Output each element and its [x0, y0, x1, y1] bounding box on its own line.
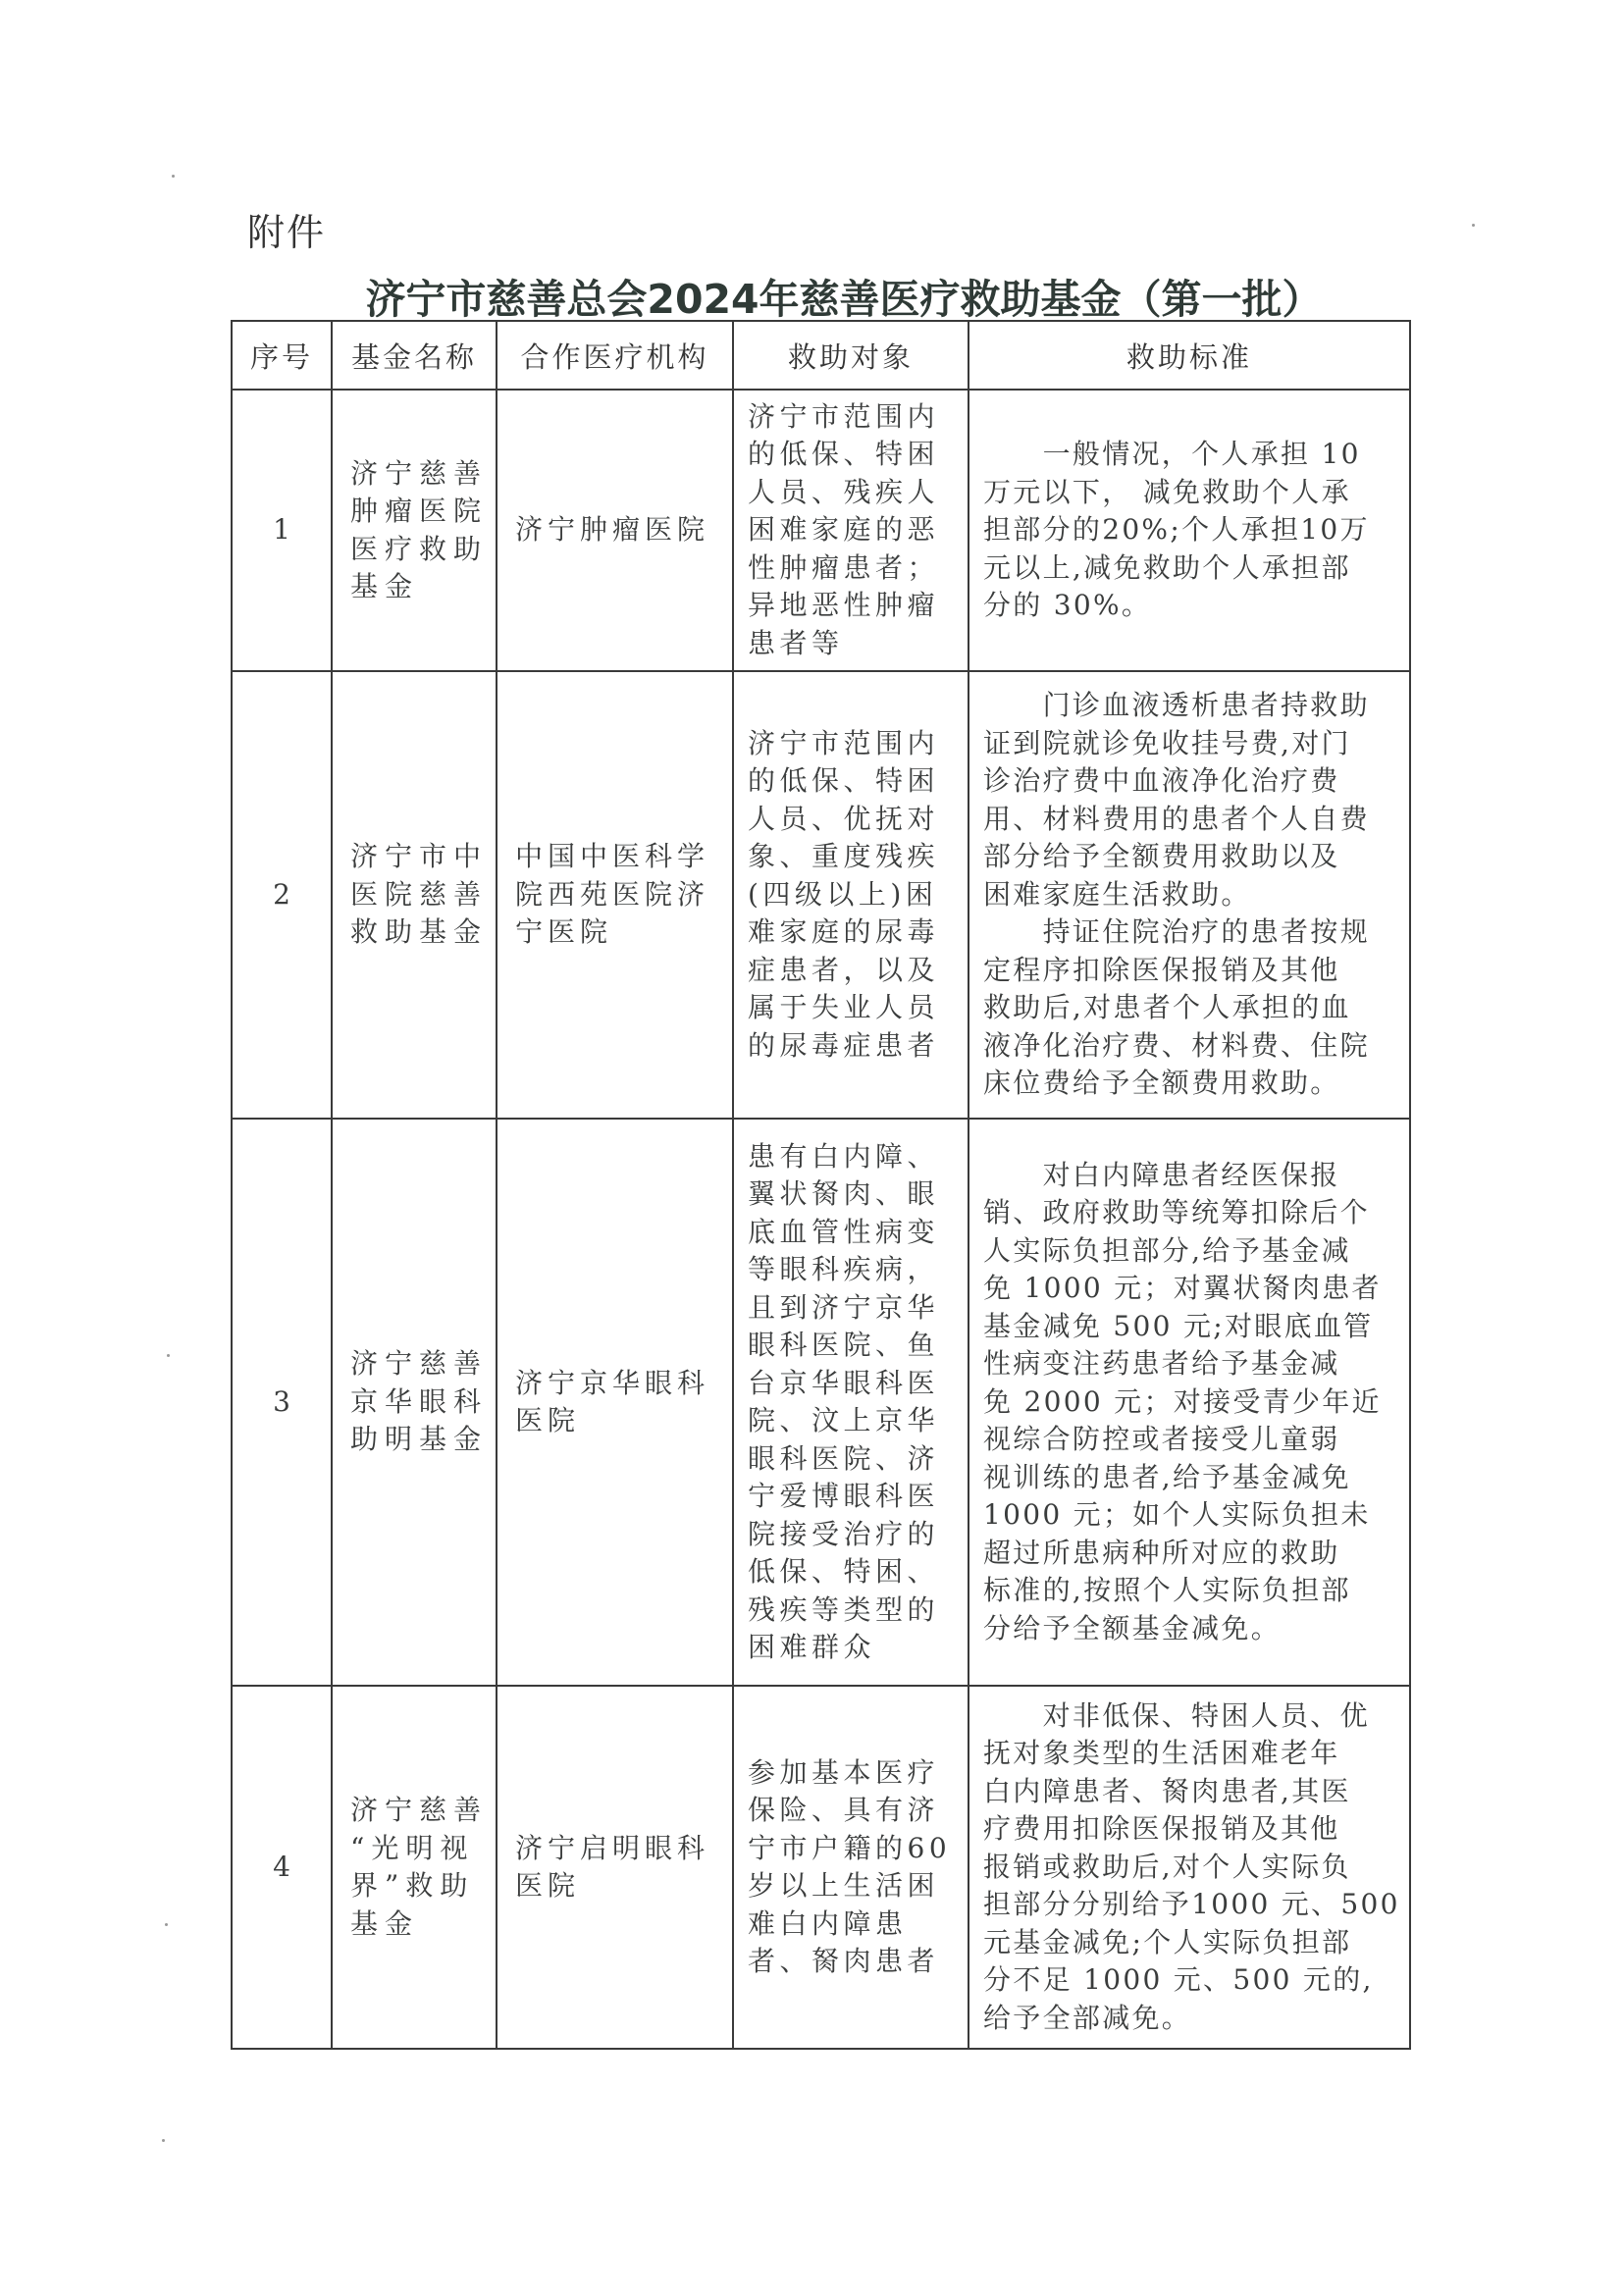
text-line: 院西苑医院济 [515, 877, 710, 911]
cell-institution-text [497, 838, 732, 952]
text-line: 宁医院 [515, 915, 613, 949]
text-line: 部分给予全额费用救助以及 [983, 840, 1340, 873]
cell-target [733, 390, 969, 671]
text-line: 超过所患病种所对应的救助 [983, 1536, 1340, 1569]
text-line: 济宁市中 [350, 840, 489, 873]
table-row [232, 1686, 1410, 2049]
text-line: 难家庭的尿毒 [748, 915, 940, 949]
text-line: 的低保、特困 [748, 438, 940, 471]
text-line: 济宁市范围内 [748, 399, 940, 433]
text-line: 销、政府救助等统筹扣除后个 [983, 1196, 1370, 1229]
text-line: 的尿毒症患者 [748, 1028, 940, 1062]
cell-target-text [734, 398, 968, 663]
text-line: 助明基金 [350, 1423, 489, 1456]
header-no: 序号 [232, 321, 332, 390]
text-line: “光明视 [350, 1831, 475, 1864]
text-line: 担部分的20%;个人承担10万 [983, 513, 1370, 547]
table-row [232, 1119, 1410, 1686]
text-line: 元以上,减免救助个人承担部 [983, 550, 1351, 584]
text-line: 疗费用扣除医保报销及其他 [983, 1812, 1340, 1846]
text-line: 万元以下， 减免救助个人承 [983, 475, 1351, 508]
text-line: 界”救助 [350, 1869, 475, 1902]
text-line: 医院 [515, 1404, 581, 1436]
text-line: 岁以上生活困 [748, 1869, 940, 1902]
cell-fund-name-text [333, 838, 496, 952]
cell-fund-name-text [333, 455, 496, 606]
text-line: 异地恶性肿瘤 [748, 589, 940, 622]
cell-standard-text [969, 1697, 1409, 2038]
document-title: 济宁市慈善总会2024年慈善医疗救助基金（第一批） [365, 276, 1323, 323]
text-line: 低保、特困、 [748, 1555, 940, 1588]
cell-standard-text [969, 687, 1409, 1103]
text-line: 床位费给予全额费用救助。 [983, 1067, 1340, 1100]
text-line: 困难群众 [748, 1631, 876, 1663]
header-target: 救助对象 [733, 321, 969, 390]
cell-standard-text [969, 1157, 1409, 1648]
cell-fund-name [332, 671, 497, 1119]
cell-institution [497, 1686, 733, 2049]
text-line: 视训练的患者,给予基金减免 [983, 1460, 1351, 1493]
text-line: 持证住院治疗的患者按规 [983, 915, 1370, 949]
text-line: 医院慈善 [350, 877, 489, 911]
cell-target [733, 671, 969, 1119]
text-line: 中国中医科学 [515, 840, 710, 873]
cell-target-text [734, 1138, 968, 1667]
text-line: 抚对象类型的生活困难老年 [983, 1737, 1340, 1770]
text-line: 报销或救助后,对个人实际负 [983, 1850, 1351, 1883]
cell-institution [497, 671, 733, 1119]
table-row [232, 671, 1410, 1119]
fund-table [231, 320, 1411, 2050]
text-line: 给予全部减免。 [983, 2001, 1192, 2034]
text-line: 基金 [350, 570, 420, 602]
text-line: 者、胬肉患者 [748, 1945, 940, 1977]
cell-institution-text [497, 1830, 732, 1905]
text-line: 诊治疗费中血液净化治疗费 [983, 764, 1340, 798]
scan-speck [162, 2139, 165, 2142]
cell-no [232, 1119, 332, 1686]
text-line: 性肿瘤患者； [748, 550, 940, 584]
text-line: 保险、具有济 [748, 1794, 940, 1826]
cell-fund-name [332, 1686, 497, 2049]
text-line: 济宁肿瘤医院 [515, 513, 710, 547]
text-line: 救助基金 [350, 915, 489, 949]
text-line: 参加基本医疗 [748, 1755, 940, 1789]
cell-no-text: 3 [273, 1384, 290, 1418]
text-line: 人员、优抚对 [748, 802, 940, 835]
text-line: 属于失业人员 [748, 991, 940, 1024]
text-line: 基金 [350, 1906, 420, 1940]
text-line: 担部分分别给予1000 元、500 [983, 1888, 1400, 1921]
text-line: 人员、残疾人 [748, 475, 940, 508]
cell-standard [969, 390, 1410, 671]
text-line: 对白内障患者经医保报 [983, 1158, 1340, 1191]
text-line: 白内障患者、胬肉患者,其医 [983, 1774, 1351, 1807]
text-line: 宁爱博眼科医 [748, 1480, 940, 1512]
text-line: 免 1000 元；对翼状胬肉患者 [983, 1272, 1382, 1305]
table-row [232, 390, 1410, 671]
cell-target [733, 1119, 969, 1686]
text-line: 证到院就诊免收挂号费,对门 [983, 726, 1351, 759]
text-line: 眼科医院、济 [748, 1441, 940, 1475]
attachment-label: 附件 [247, 211, 327, 254]
text-line: 用、材料费用的患者个人自费 [983, 802, 1370, 835]
text-line: 宁市户籍的60 [748, 1831, 952, 1864]
cell-no-text: 2 [273, 877, 290, 911]
text-line: 京华眼科 [350, 1384, 489, 1418]
text-line: 免 2000 元；对接受青少年近 [983, 1384, 1382, 1418]
text-line: 困难家庭生活救助。 [983, 877, 1251, 911]
cell-standard [969, 1119, 1410, 1686]
cell-fund-name [332, 390, 497, 671]
text-line: 医院 [515, 1869, 581, 1902]
cell-target-text [734, 725, 968, 1066]
text-line: 残疾等类型的 [748, 1592, 940, 1626]
cell-fund-name-text [333, 1792, 496, 1943]
cell-standard [969, 1686, 1410, 2049]
cell-institution [497, 390, 733, 671]
table-header-row [232, 321, 1410, 390]
text-line: 肿瘤医院 [350, 495, 489, 527]
scan-speck [165, 1923, 168, 1926]
text-line: 院、汶上京华 [748, 1404, 940, 1436]
header-institution: 合作医疗机构 [497, 321, 733, 390]
text-line: 性病变注药患者给予基金减 [983, 1347, 1340, 1381]
cell-fund-name [332, 1119, 497, 1686]
text-line: 的低保、特困 [748, 764, 940, 798]
text-line: 患者等 [748, 626, 844, 659]
header-fund-name: 基金名称 [332, 321, 497, 390]
text-line: 分给予全额基金减免。 [983, 1611, 1282, 1644]
cell-institution-text [497, 511, 732, 549]
text-line: (四级以上)困 [748, 877, 938, 911]
cell-target [733, 1686, 969, 2049]
cell-no [232, 671, 332, 1119]
text-line: 济宁慈善 [350, 1794, 489, 1826]
header-standard: 救助标准 [969, 321, 1410, 390]
text-line: 济宁慈善 [350, 456, 489, 490]
text-line: 症患者，以及 [748, 953, 940, 986]
text-line: 患有白内障、 [748, 1139, 940, 1173]
cell-no-text: 1 [273, 513, 290, 547]
text-line: 台京华眼科医 [748, 1366, 940, 1399]
text-line: 对非低保、特困人员、优 [983, 1698, 1370, 1732]
scan-speck [1472, 224, 1475, 227]
cell-target-text [734, 1754, 968, 1981]
text-line: 一般情况，个人承担 10 [983, 438, 1361, 471]
cell-standard [969, 671, 1410, 1119]
text-line: 底血管性病变 [748, 1215, 940, 1248]
cell-institution-text [497, 1365, 732, 1440]
text-line: 元基金减免;个人实际负担部 [983, 1925, 1352, 1958]
text-line: 等眼科疾病， [748, 1253, 940, 1285]
text-line: 救助后,对患者个人承担的血 [983, 991, 1351, 1024]
text-line: 医疗救助 [350, 532, 489, 565]
text-line: 基金减免 500 元;对眼底血管 [983, 1309, 1374, 1342]
text-line: 定程序扣除医保报销及其他 [983, 953, 1340, 986]
text-line: 济宁市范围内 [748, 726, 940, 759]
text-line: 门诊血液透析患者持救助 [983, 689, 1370, 722]
cell-no-text: 4 [273, 1850, 290, 1883]
text-line: 象、重度残疾 [748, 840, 940, 873]
cell-no [232, 390, 332, 671]
table-body [232, 390, 1410, 2049]
cell-no [232, 1686, 332, 2049]
text-line: 分的 30%。 [983, 589, 1152, 622]
cell-institution [497, 1119, 733, 1686]
text-line: 且到济宁京华 [748, 1290, 940, 1324]
text-line: 分不足 1000 元、500 元的, [983, 1963, 1374, 1997]
text-line: 翼状胬肉、眼 [748, 1177, 940, 1210]
text-line: 院接受治疗的 [748, 1517, 940, 1550]
text-line: 济宁京华眼科 [515, 1366, 710, 1399]
text-line: 视综合防控或者接受儿童弱 [983, 1423, 1340, 1456]
text-line: 困难家庭的恶 [748, 513, 940, 547]
text-line: 难白内障患 [748, 1906, 908, 1940]
text-line: 液净化治疗费、材料费、住院 [983, 1028, 1370, 1062]
scan-speck [172, 175, 175, 178]
text-line: 人实际负担部分,给予基金减 [983, 1233, 1351, 1267]
cell-fund-name-text [333, 1345, 496, 1459]
text-line: 1000 元；如个人实际负担未 [983, 1498, 1371, 1532]
text-line: 标准的,按照个人实际负担部 [983, 1574, 1351, 1607]
text-line: 眼科医院、鱼 [748, 1329, 940, 1361]
cell-standard-text [969, 436, 1409, 625]
text-line: 济宁慈善 [350, 1347, 489, 1381]
scan-speck [167, 1354, 170, 1357]
text-line: 济宁启明眼科 [515, 1831, 710, 1864]
